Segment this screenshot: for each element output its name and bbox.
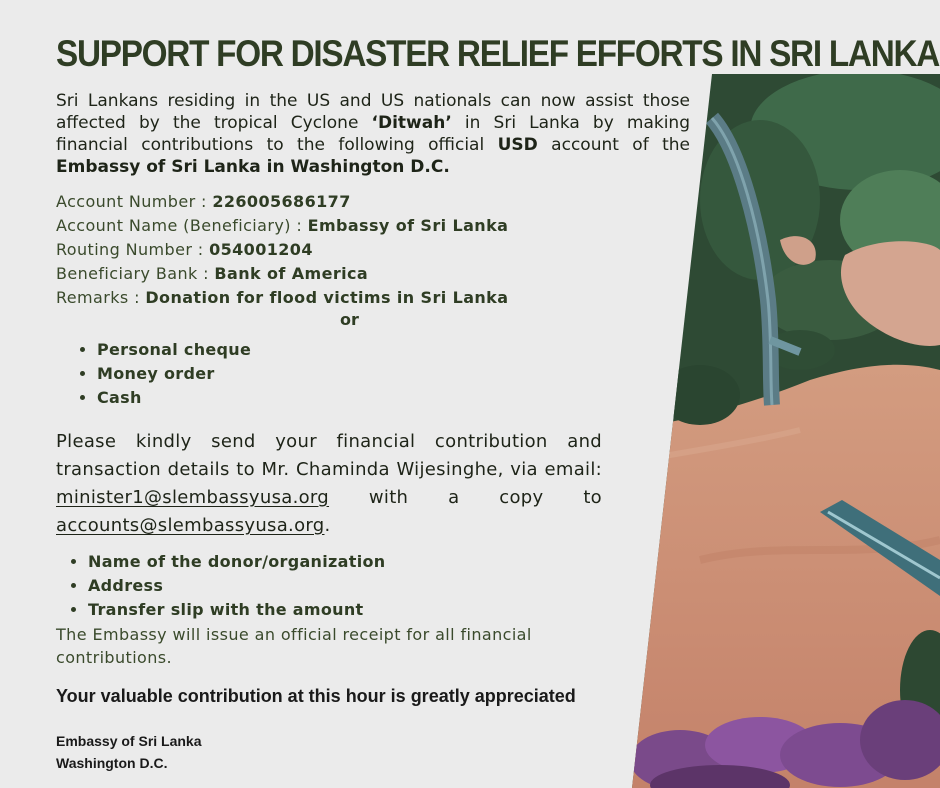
signature-block: [56, 730, 202, 774]
appreciation-text: Your valuable contribution at this hour is greatly appreciated: [56, 686, 576, 706]
signature-line-1: Embassy of Sri Lanka: [56, 733, 202, 749]
account-name-row: Account Name (Beneficiary) : Embassy of Sri Lanka: [56, 216, 509, 235]
accounts-email-link[interactable]: accounts@slembassyusa.org: [56, 515, 325, 536]
account-details: [56, 190, 656, 310]
list-item: • Address: [88, 574, 385, 598]
list-item: • Cash: [97, 386, 251, 410]
account-number: 226005686177: [212, 192, 351, 211]
page-title: SUPPORT FOR DISASTER RELIEF EFFORTS IN SRI LANKA: [56, 33, 940, 74]
or-separator: or: [340, 310, 359, 329]
payment-options-list: [75, 338, 251, 410]
remarks-row: Remarks : Donation for flood victims in Sri Lanka: [56, 288, 509, 307]
beneficiary-bank: Bank of America: [214, 264, 369, 283]
beneficiary-bank-row: Beneficiary Bank : Bank of America: [56, 264, 369, 283]
routing-number-row: Routing Number : 054001204: [56, 240, 313, 259]
send-instructions: Please kindly send your financial contribution and transaction details to Mr. Chaminda Wijesinghe, via email: minister1@slembassyusa.org with a copy to accounts@slembassyusa.org.: [56, 431, 602, 536]
signature-line-2: Washington D.C.: [56, 755, 168, 771]
list-item: • Name of the donor/organization: [88, 550, 385, 574]
account-number-row: Account Number : 226005686177: [56, 192, 351, 211]
minister-email-link[interactable]: minister1@slembassyusa.org: [56, 487, 330, 508]
list-item: • Money order: [97, 362, 251, 386]
routing-number: 054001204: [209, 240, 313, 259]
account-name: Embassy of Sri Lanka: [307, 216, 509, 235]
receipt-note: The Embassy will issue an official receipt for all financial contributions.: [56, 625, 532, 667]
remarks: Donation for flood victims in Sri Lanka: [145, 288, 509, 307]
required-details-list: [66, 550, 385, 622]
intro-paragraph: Sri Lankans residing in the US and US nationals can now assist those affected by the tropical Cyclone ‘Ditwah’ in Sri Lanka by making financial contributions to the following official USD account of the Embassy of Sri Lanka in Washington D.C.: [56, 91, 690, 177]
list-item: • Transfer slip with the amount: [88, 598, 385, 622]
list-item: • Personal cheque: [97, 338, 251, 362]
